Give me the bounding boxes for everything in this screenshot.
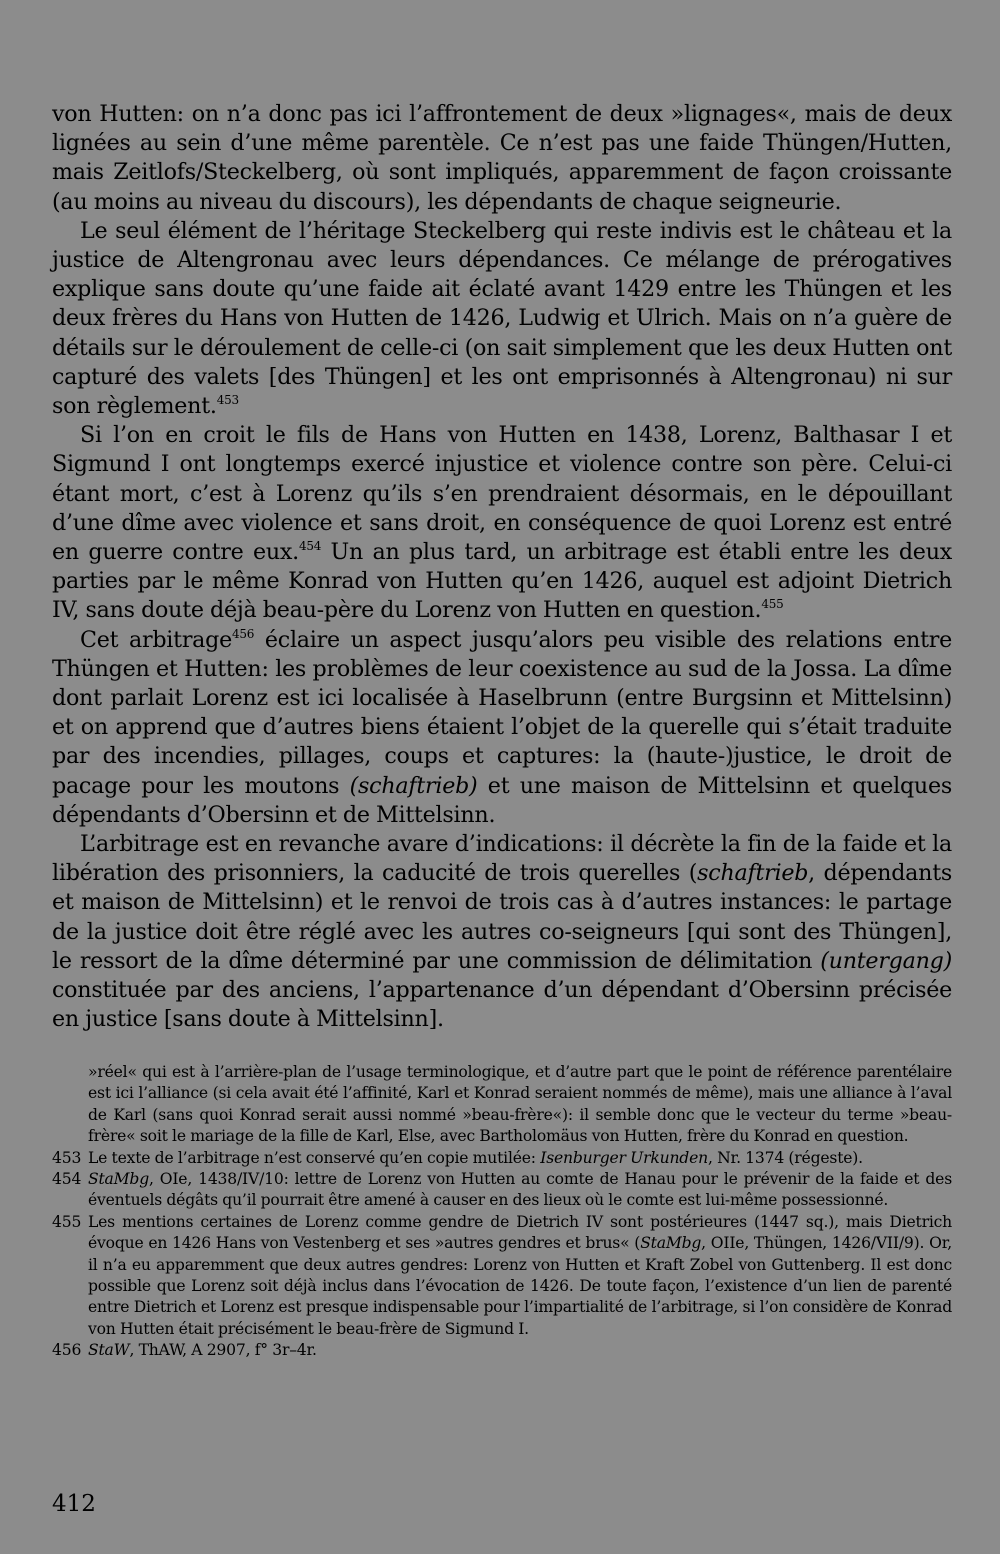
footnote-ref-453[interactable]: 453 — [216, 393, 239, 408]
footnote-text — [88, 1212, 952, 1340]
footnote-number: 455 — [52, 1212, 82, 1231]
footnote-text — [88, 1169, 952, 1212]
footnote-456 — [52, 1340, 952, 1361]
footnote-continuation — [52, 1062, 952, 1148]
paragraph-4 — [52, 626, 952, 830]
paragraph-1-text: von Hutten: on n’a donc pas ici l’affrontement de deux »lignages«, mais de deux lignées au sein d’une même parentèle. Ce n’est pas une faide Thüngen/Hutten, mais Zeitlofs/Steckelberg, où sont impliqués, apparemment de façon croissante (au moins au niveau du discours), les dépendants de chaque seigneurie. — [52, 101, 952, 215]
footnote-455-text-b: , OIIe, Thüngen, 1426/VII/9). Or, il n’a eu apparemment que deux autres gendres: Lorenz von Hutten et Kraft Zobel von Guttenberg. Il est donc possible que Lorenz soit déjà inclus dans l’évocation de 1426. De toute façon, l’existence d’un lien de parenté entre Dietrich et Lorenz est presque indispensable pour l’impartialité de l’arbitrage, si l’on considère de Konrad von Hutten était précisément le beau-frère de Sigmund I. — [88, 1234, 952, 1338]
paragraph-5-text-a: L’arbitrage est en revanche avare d’indications: il décrète la fin de la faide et la libération des prisonniers, la caducité de trois querelles ( — [52, 831, 952, 887]
paragraph-1 — [52, 100, 952, 217]
footnote-456-italic: StaW — [88, 1341, 130, 1360]
paragraph-5-text-c: constituée par des anciens, l’appartenance d’un dépendant d’Obersinn précisée en justice [sans doute à Mittelsinn]. — [52, 977, 952, 1033]
paragraph-3-text-a: Si l’on en croit le fils de Hans von Hutten en 1438, Lorenz, Balthasar I et Sigmund I ont longtemps exercé injustice et violence contre son père. Celui-ci étant mort, c’est à Lorenz qu’ils s’en prendraient désormais, en le dépouillant d’une dîme avec violence et sans droit, en conséquence de quoi Lorenz est entré en guerre contre eux. — [52, 422, 952, 566]
footnote-453-text-a: Le texte de l’arbitrage n’est conservé qu’en copie mutilée: — [88, 1148, 541, 1167]
footnote-ref-454[interactable]: 454 — [298, 539, 322, 554]
paragraph-4-text-a: Cet arbitrage — [80, 626, 232, 653]
footnote-continuation-text: »réel« qui est à l’arrière-plan de l’usage terminologique, et d’autre part que le point de référence parentélaire est ici l’alliance (si cela avait été l’affinité, Karl et Konrad seraient nommés de même), mais une alliance à l’aval de Karl (sans quoi Konrad serait aussi nommé »beau-frère«): il semble donc que le vecteur du terme »beau-frère« soit le mariage de la fille de Karl, Else, avec Bartholomäus von Hutten, frère du Konrad en question. — [88, 1063, 952, 1146]
footnote-455-text-a: Les mentions certaines de Lorenz comme gendre de Dietrich IV sont postérieures (1447 sq.), mais Dietrich évoque en 1426 Hans von Vestenberg et ses »autres gendres et brus« ( — [88, 1212, 952, 1253]
footnote-453-text-b: , Nr. 1374 (régeste). — [707, 1148, 863, 1167]
body-text — [52, 100, 952, 1035]
footnote-453-italic: Isenburger Urkunden — [540, 1148, 708, 1167]
footnote-454-italic: StaMbg — [88, 1170, 149, 1189]
footnote-454-text-a: , OIe, 1438/IV/10: lettre de Lorenz von Hutten au comte de Hanau pour le prévenir de la faide et des éventuels dégâts qu’il pourrait être amené à causer en des lieux où le comte est lui-même possessionné. — [88, 1170, 952, 1210]
footnote-453 — [52, 1148, 952, 1169]
main-text — [52, 100, 952, 1035]
footnote-text — [88, 1148, 952, 1169]
paragraph-2 — [52, 217, 952, 421]
paragraph-4-italic: (schaftrieb) — [349, 772, 478, 799]
paragraph-4-text-c: et une maison de Mittelsinn et quelques dépendants d’Obersinn et de Mittelsinn. — [52, 772, 952, 828]
footnote-text — [88, 1340, 952, 1361]
footnote-ref-455[interactable]: 455 — [761, 597, 784, 612]
paragraph-5 — [52, 830, 952, 1034]
footnote-ref-456[interactable]: 456 — [231, 626, 255, 641]
page-number: 412 — [52, 1491, 96, 1517]
footnote-455-italic: StaMbg — [640, 1234, 702, 1253]
paragraph-2-text: Le seul élément de l’héritage Steckelberg qui reste indivis est le château et la justice de Altengronau avec leurs dépendances. Ce mélange de prérogatives explique sans doute qu’une faide ait éclaté avant 1429 entre les Thüngen et les deux frères du Hans von Hutten de 1426, Ludwig et Ulrich. Mais on n’a guère de détails sur le déroulement de celle-ci (on sait simplement que les deux Hutten ont capturé des valets [des Thüngen] et les ont emprisonnés à Altengronau) ni sur son règlement. — [52, 217, 952, 420]
paragraph-5-italic-1: schaftrieb — [697, 860, 809, 887]
footnote-number: 454 — [52, 1170, 82, 1189]
footnote-number: 456 — [52, 1341, 82, 1360]
paragraph-5-italic-2: (untergang) — [820, 947, 952, 974]
footnotes — [52, 1062, 952, 1362]
paragraph-3 — [52, 421, 952, 625]
paragraph-3-text-b: Un an plus tard, un arbitrage est établi entre les deux parties par le même Konrad von Hutten qu’en 1426, auquel est adjoint Dietrich IV, sans doute déjà beau-père du Lorenz von Hutten en question. — [52, 539, 952, 624]
footnote-455 — [52, 1212, 952, 1340]
paragraph-5-text-b: , dépendants et maison de Mittelsinn) et le renvoi de trois cas à d’autres instances: le partage de la justice doit être réglé avec les autres co-seigneurs [qui sont des Thüngen], le ressort de la dîme déterminé par une commission de délimitation — [52, 860, 952, 974]
paragraph-4-text-b: éclaire un aspect jusqu’alors peu visible des relations entre Thüngen et Hutten: les problèmes de leur coexistence au sud de la Jossa. La dîme dont parlait Lorenz est ici localisée à Haselbrunn (entre Burgsinn et Mittelsinn) et on apprend que d’autres biens étaient l’objet de la querelle qui s’était traduite par des incendies, pillages, coups et captures: la (haute-)justice, le droit de pacage pour les moutons — [52, 626, 952, 799]
footnote-456-text-a: , ThAW, A 2907, f° 3r–4r. — [129, 1341, 317, 1360]
footnote-454 — [52, 1169, 952, 1212]
footnote-number: 453 — [52, 1148, 82, 1167]
